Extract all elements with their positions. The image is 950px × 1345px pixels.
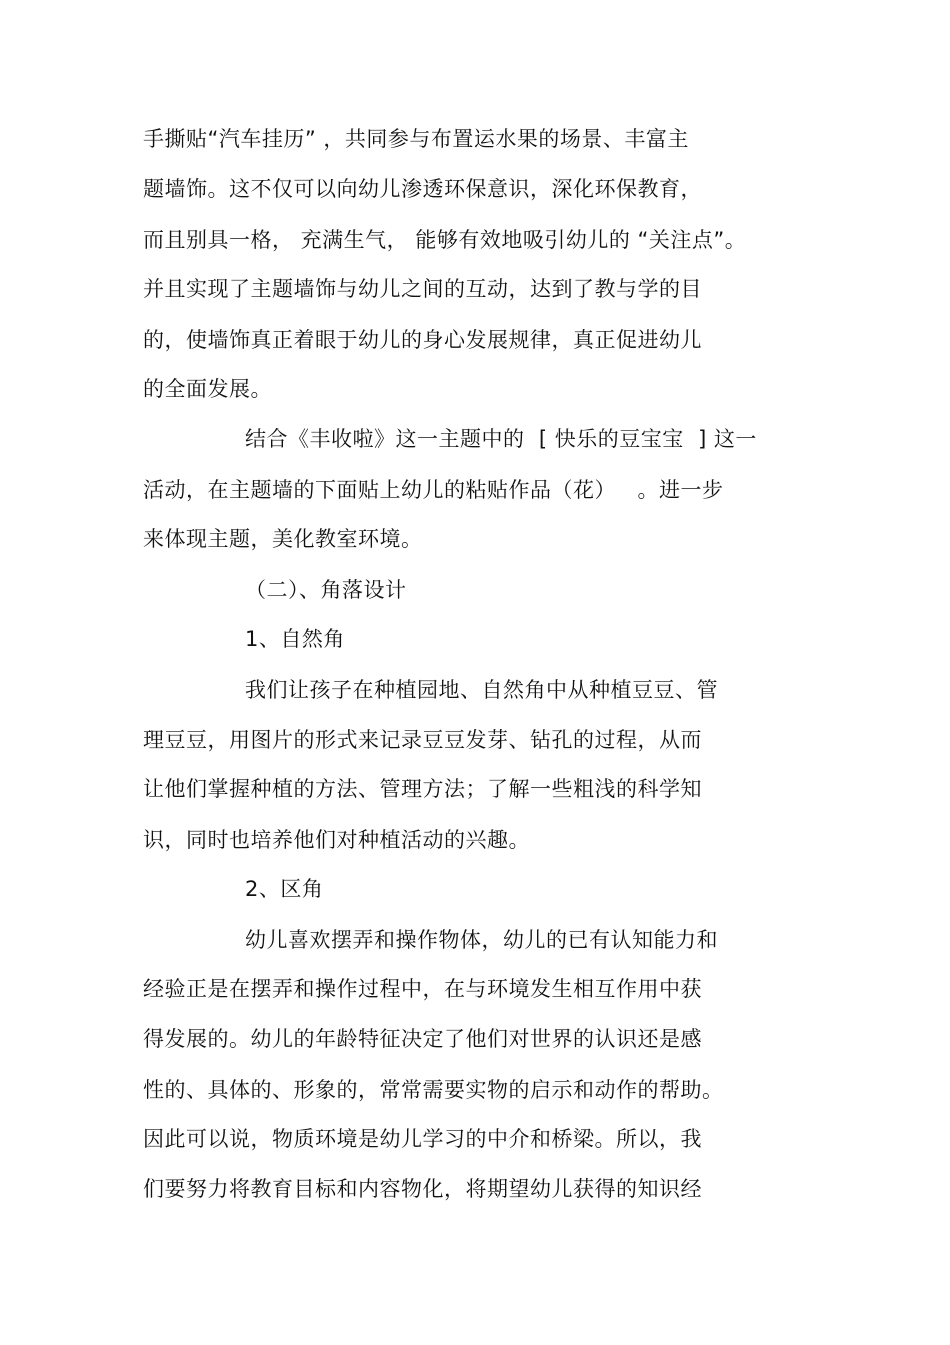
text-line-21: 因此可以说，物质环境是幼儿学习的中介和桥梁。所以，我 <box>143 1127 702 1151</box>
text-line-7: 结合《丰收啦》这一主题中的 [ 快乐的豆宝宝 ] 这一 <box>245 427 757 451</box>
text-line-4: 并且实现了主题墙饰与幼儿之间的互动，达到了教与学的目 <box>143 277 702 301</box>
text-line-8: 活动，在主题墙的下面贴上幼儿的粘贴作品（花） 。进一步 <box>143 478 724 502</box>
section-heading-corner-design: （二）、角落设计 <box>245 578 407 602</box>
text-line-5: 的，使墙饰真正着眼于幼儿的身心发展规律，真正促进幼儿 <box>143 328 702 352</box>
text-line-17: 幼儿喜欢摆弄和操作物体，幼儿的已有认知能力和 <box>245 928 718 952</box>
text-line-13: 理豆豆，用图片的形式来记录豆豆发芽、钻孔的过程，从而 <box>143 728 702 752</box>
text-line-1: 手撕贴“汽车挂历” ，共同参与布置运水果的场景、丰富主 <box>143 127 689 151</box>
text-line-9: 来体现主题，美化教室环境。 <box>143 527 423 551</box>
text-line-22: 们要努力将教育目标和内容物化，将期望幼儿获得的知识经 <box>143 1177 702 1201</box>
text-line-3: 而且别具一格， 充满生气， 能够有效地吸引幼儿的 “关注点”。 <box>143 228 747 252</box>
text-line-18: 经验正是在摆弄和操作过程中，在与环境发生相互作用中获 <box>143 977 702 1001</box>
subheading-nature-corner: 1、自然角 <box>245 627 345 651</box>
text-line-12: 我们让孩子在种植园地、自然角中从种植豆豆、管 <box>245 678 718 702</box>
subheading-area-corner: 2、区角 <box>245 877 324 901</box>
text-line-20: 性的、具体的、形象的，常常需要实物的启示和动作的帮助。 <box>143 1078 724 1102</box>
text-line-14: 让他们掌握种植的方法、管理方法；了解一些粗浅的科学知 <box>143 777 702 801</box>
text-line-15: 识，同时也培养他们对种植活动的兴趣。 <box>143 828 530 852</box>
text-line-19: 得发展的。幼儿的年龄特征决定了他们对世界的认识还是感 <box>143 1027 702 1051</box>
text-line-6: 的全面发展。 <box>143 377 272 401</box>
text-line-2: 题墙饰。这不仅可以向幼儿渗透环保意识，深化环保教育， <box>143 177 702 201</box>
